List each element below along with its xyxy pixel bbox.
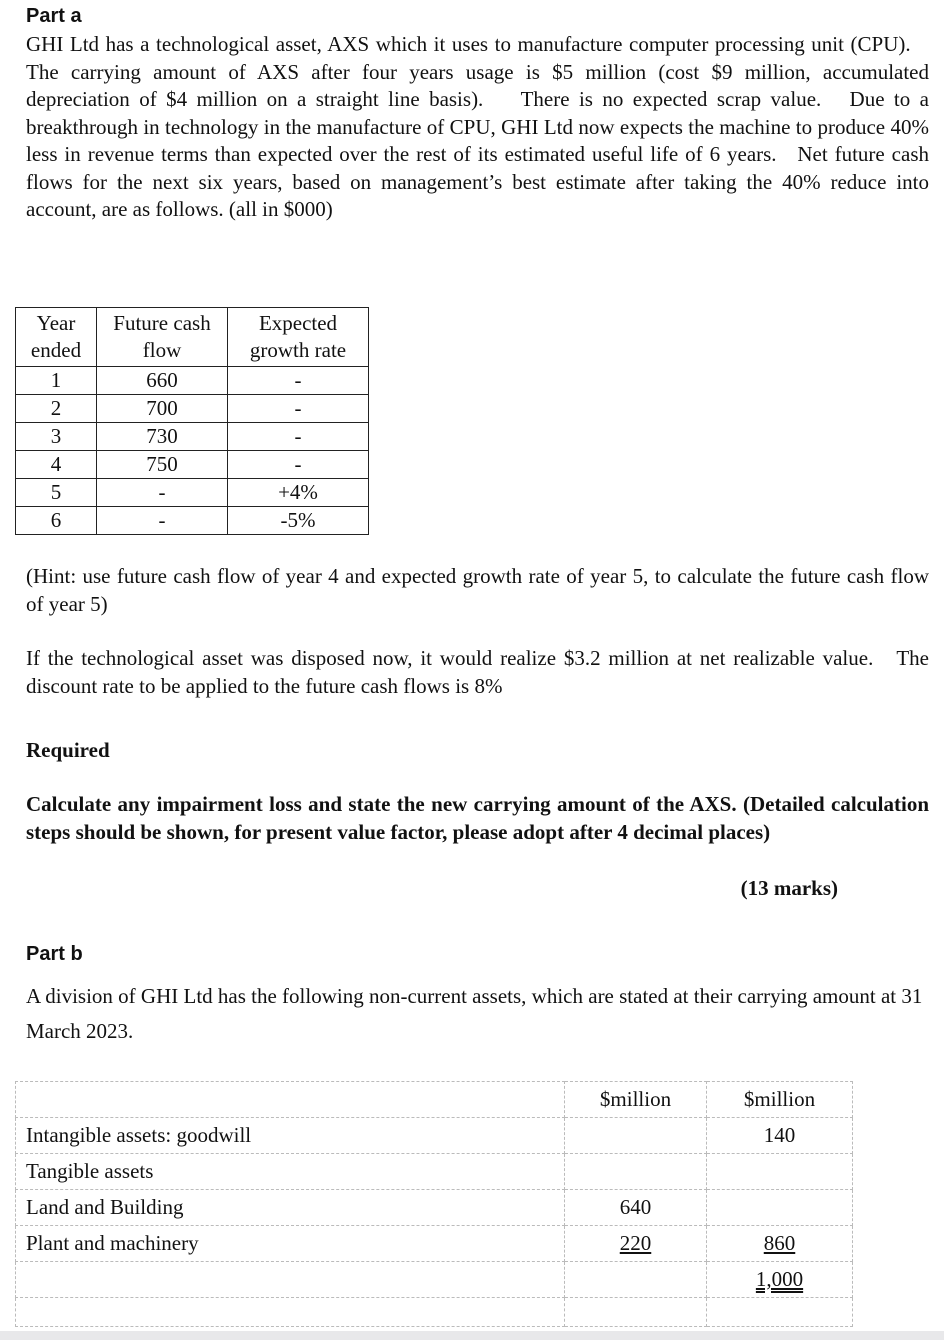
asset-value-1: [565, 1262, 707, 1298]
part-a-paragraph: GHI Ltd has a technological asset, AXS which it uses to manufacture computer processing unit (CPU). The carrying amount of AXS after four years usage is $5 million (cost $9 million, accumulated depreciation of $4 million on a straight line basis). There is no expected scrap value. Due to a breakthrough in technology in the manufacture of CPU, GHI Ltd now expects the machine to produce 40% less in revenue terms than expected over the rest of its estimated useful life of 6 years. Net future cash flows for the next six years, based on management’s best estimate after taking the 40% reduce into account, are as follows. (all in $000): [26, 32, 929, 221]
asset-label: Land and Building: [16, 1190, 565, 1226]
cell-year: 3: [16, 423, 97, 451]
cell-cash-flow: -: [97, 479, 228, 507]
cell-growth: +4%: [228, 479, 369, 507]
cell-growth: -: [228, 395, 369, 423]
table-row: [16, 507, 369, 535]
asset-label: Plant and machinery: [16, 1226, 565, 1262]
header-blank: [16, 1082, 565, 1118]
asset-label: Intangible assets: goodwill: [16, 1118, 565, 1154]
empty-cell: [565, 1298, 707, 1327]
asset-value-2: [707, 1226, 853, 1262]
cell-cash-flow: 660: [97, 367, 228, 395]
asset-value-2: 140: [707, 1118, 853, 1154]
table-row: [16, 423, 369, 451]
cell-cash-flow: 750: [97, 451, 228, 479]
plant-value: 220: [619, 1231, 652, 1255]
table-row: [16, 1118, 853, 1154]
table-row: [16, 451, 369, 479]
asset-label: Tangible assets: [16, 1154, 565, 1190]
tangible-subtotal: 860: [763, 1231, 796, 1255]
header-cash-flow: Future cash flow: [97, 308, 228, 367]
asset-value-2: [707, 1190, 853, 1226]
cell-growth: -: [228, 451, 369, 479]
asset-value-2: [707, 1154, 853, 1190]
header-year: Year ended: [16, 308, 97, 367]
part-b-intro: A division of GHI Ltd has the following non-current assets, which are stated at their carrying amount at 31 March 2023.: [26, 984, 923, 1043]
marks-label: (13 marks): [740, 876, 838, 900]
asset-label: [16, 1262, 565, 1298]
total-value: 1,000: [755, 1267, 804, 1291]
header-million-1: $million: [565, 1082, 707, 1118]
asset-value-1: [565, 1118, 707, 1154]
part-b-heading: Part b: [26, 943, 83, 965]
asset-value-1: [565, 1154, 707, 1190]
table-row: [16, 367, 369, 395]
cell-cash-flow: 730: [97, 423, 228, 451]
cash-flow-table: [15, 307, 369, 535]
cell-year: 1: [16, 367, 97, 395]
asset-value-1: 640: [565, 1190, 707, 1226]
table-header-row: [16, 1082, 853, 1118]
cell-year: 6: [16, 507, 97, 535]
cell-growth: -5%: [228, 507, 369, 535]
asset-value-2: [707, 1262, 853, 1298]
table-row: [16, 1154, 853, 1190]
table-row: [16, 1262, 853, 1298]
table-row: [16, 395, 369, 423]
required-text: Calculate any impairment loss and state the new carrying amount of the AXS. (Detailed calculation steps should be shown, for present value factor, please adopt after 4 decimal places): [26, 792, 929, 844]
header-growth-rate: Expected growth rate: [228, 308, 369, 367]
part-a-heading: Part a: [26, 5, 82, 27]
cell-year: 5: [16, 479, 97, 507]
asset-value-1: [565, 1226, 707, 1262]
header-million-2: $million: [707, 1082, 853, 1118]
table-header-row: [16, 308, 369, 367]
disposal-paragraph: If the technological asset was disposed now, it would realize $3.2 million at net realizable value. The discount rate to be applied to the future cash flows is 8%: [26, 646, 929, 698]
table-row: [16, 1190, 853, 1226]
cell-growth: -: [228, 367, 369, 395]
required-label: Required: [26, 738, 110, 762]
cell-year: 4: [16, 451, 97, 479]
assets-table: [15, 1081, 853, 1327]
cell-cash-flow: -: [97, 507, 228, 535]
cell-year: 2: [16, 395, 97, 423]
empty-cell: [707, 1298, 853, 1327]
empty-cell: [16, 1298, 565, 1327]
table-row: [16, 1298, 853, 1327]
cell-growth: -: [228, 423, 369, 451]
cell-cash-flow: 700: [97, 395, 228, 423]
hint-text: (Hint: use future cash flow of year 4 and expected growth rate of year 5, to calculate the future cash flow of year 5): [26, 564, 929, 616]
table-row: [16, 1226, 853, 1262]
table-row: [16, 479, 369, 507]
bottom-scroll-strip: [0, 1331, 944, 1340]
